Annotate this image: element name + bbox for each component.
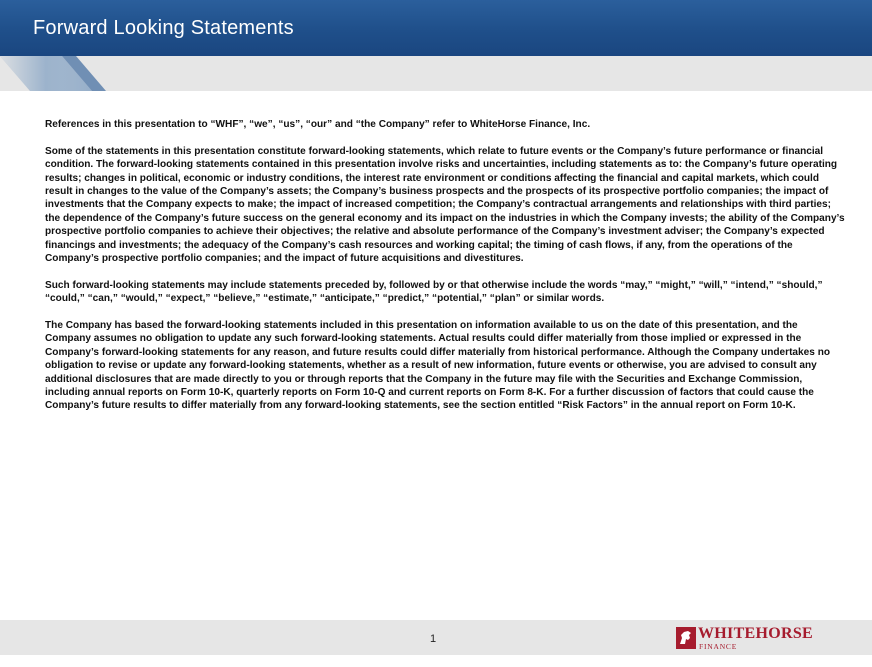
diagonal-stripe-decoration	[0, 56, 130, 91]
logo-name: WHITEHORSE	[698, 625, 814, 642]
horse-icon	[676, 627, 696, 649]
footer-bar	[0, 620, 872, 655]
logo-subtitle: FINANCE	[699, 642, 738, 651]
paragraph-words: Such forward-looking statements may include statements preceded by, followed by or that otherwise include the words “may,” “might,” “will,” “intend,” “should,” “could,” “can,” “would,” “expect,” “believe,” “estimate,” “anticipate,” “predict,” “potential,” “plan” or similar words.	[45, 279, 823, 305]
header-accent-band	[0, 56, 872, 91]
paragraph-forward-looking: Some of the statements in this presentation constitute forward-looking statements, which relate to future events or the Company’s future performance or financial condition. The forward-looking statements contained in this presentation involve risks and uncertainties, including statements as to: the Company’s future operating results; changes in political, economic or industry conditions, the interest rate environment or conditions affecting the financial and capital markets, which could result in changes to the value of the Company’s assets; the Company’s business prospects and the prospects of its prospective portfolio companies; the impact of investments that the Company expects to make; the impact of increased competition; the Company’s contractual arrangements and relationships with third parties; the dependence of the Company’s future success on the general economy and its impact on the industries in which the Company invests; the ability of the Company’s prospective portfolio companies to achieve their objectives; the relative and absolute performance of the Company’s investment adviser; the Company’s expected financings and investments; the adequacy of the Company’s cash resources and working capital; the timing of cash flows, if any, from the operations of the Company’s prospective portfolio companies; and the impact of future acquisitions and divestitures.	[45, 145, 845, 265]
paragraph-no-obligation: The Company has based the forward-looking statements included in this presentation on information available to us on the date of this presentation, and the Company assumes no obligation to update any such forward-looking statements. Actual results could differ materially from those implied or expressed in the Company’s forward-looking statements for any reason, and future results could differ materially from historical performance. Although the Company undertakes no obligation to revise or update any forward-looking statements, whether as a result of new information, future events or otherwise, you are advised to consult any additional disclosures that are made directly to you or through reports that the Company in the future may file with the Securities and Exchange Commission, including annual reports on Form 10-K, quarterly reports on Form 10-Q and current reports on Form 8-K. For a further discussion of factors that could cause the Company’s future results to differ materially from any forward-looking statements, see the section entitled “Risk Factors” in the annual report on Form 10-K.	[45, 320, 831, 412]
paragraph-references: References in this presentation to “WHF”, “we”, “us”, “our” and “the Company” refer to WhiteHorse Finance, Inc.	[45, 119, 591, 130]
header-bar	[0, 0, 872, 56]
page-number: 1	[430, 633, 437, 645]
whitehorse-logo	[676, 625, 836, 653]
page-title: Forward Looking Statements	[33, 17, 294, 39]
disclaimer-text	[45, 118, 845, 426]
